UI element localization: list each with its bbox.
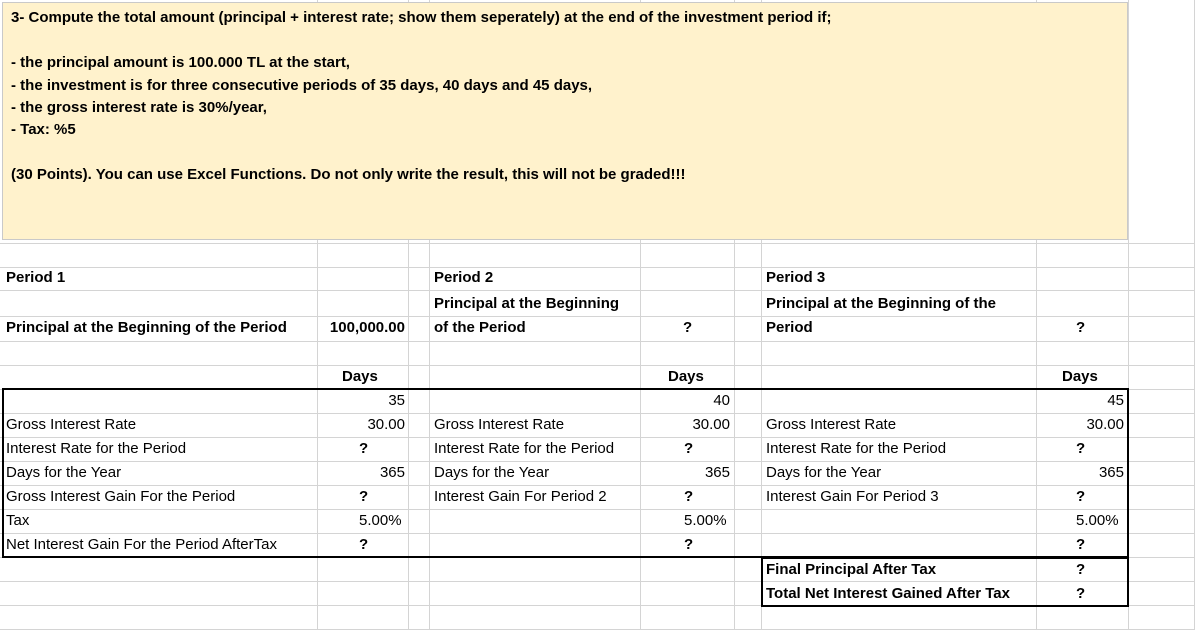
period1-title[interactable]: Period 1 [6,269,66,286]
period2-principal-label[interactable]: Principal at the Beginning [434,295,620,312]
row-label[interactable]: Gross Interest Rate [6,416,137,433]
row-label[interactable]: Interest Rate for the Period [766,440,947,457]
row-value[interactable]: 365 [704,464,730,481]
row-value[interactable]: 5.00% [359,512,402,529]
period3-principal-label[interactable]: Period [766,319,813,336]
row-label[interactable]: Days for the Year [434,464,550,481]
row-value[interactable]: ? [684,440,694,457]
period3-principal-label[interactable]: Principal at the Beginning of the [766,295,997,312]
period3-title[interactable]: Period 3 [766,269,826,286]
row-value[interactable]: ? [1076,536,1086,553]
row-label[interactable]: Net Interest Gain For the Period AfterTax [6,536,277,553]
row-value[interactable]: 5.00% [684,512,727,529]
row-value[interactable]: 30.00 [692,416,730,433]
task-bullet: - the principal amount is 100.000 TL at the start, [11,54,350,71]
period3-principal-value[interactable]: ? [1076,319,1086,336]
row-value[interactable]: 30.00 [367,416,405,433]
row-value[interactable]: ? [684,536,694,553]
row-value[interactable]: ? [359,440,369,457]
task-bullet: - the gross interest rate is 30%/year, [11,99,267,116]
row-label[interactable]: Tax [6,512,30,529]
period3-days-value[interactable]: 45 [1107,392,1124,409]
final-principal-label[interactable]: Final Principal After Tax [766,561,937,578]
task-note: (30 Points). You can use Excel Functions. Do not only write the result, this will not be graded!!! [11,166,686,183]
period3-days-header[interactable]: Days [1062,368,1098,385]
calculation-table [2,388,1129,558]
task-bullet: - the investment is for three consecutive periods of 35 days, 40 days and 45 days, [11,77,593,94]
row-label[interactable]: Interest Rate for the Period [434,440,615,457]
total-interest-value[interactable]: ? [1076,585,1086,602]
final-principal-value[interactable]: ? [1076,561,1086,578]
period2-principal-value[interactable]: ? [683,319,693,336]
period1-days-value[interactable]: 35 [388,392,405,409]
row-value[interactable]: 365 [1098,464,1124,481]
row-label[interactable]: Interest Rate for the Period [6,440,187,457]
period1-days-header[interactable]: Days [342,368,378,385]
row-value[interactable]: 365 [379,464,405,481]
row-value[interactable]: ? [684,488,694,505]
period2-title[interactable]: Period 2 [434,269,494,286]
period2-days-value[interactable]: 40 [713,392,730,409]
row-value[interactable]: ? [359,536,369,553]
row-label[interactable]: Days for the Year [766,464,882,481]
period1-principal-value[interactable]: 100,000.00 [329,319,405,336]
row-label[interactable]: Gross Interest Rate [766,416,897,433]
row-value[interactable]: ? [1076,440,1086,457]
row-value[interactable]: ? [1076,488,1086,505]
row-label[interactable]: Interest Gain For Period 3 [766,488,939,505]
row-value[interactable]: 5.00% [1076,512,1119,529]
period2-principal-label[interactable]: of the Period [434,319,526,336]
task-description-box [2,2,1128,240]
period2-days-header[interactable]: Days [668,368,704,385]
task-bullet: - Tax: %5 [11,121,76,138]
row-value[interactable]: ? [359,488,369,505]
row-label[interactable]: Interest Gain For Period 2 [434,488,607,505]
row-label[interactable]: Gross Interest Rate [434,416,565,433]
row-value[interactable]: 30.00 [1086,416,1124,433]
row-label[interactable]: Days for the Year [6,464,122,481]
row-label[interactable]: Gross Interest Gain For the Period [6,488,236,505]
period1-principal-label[interactable]: Principal at the Beginning of the Period [6,319,287,336]
total-interest-label[interactable]: Total Net Interest Gained After Tax [766,585,1010,602]
task-title: 3- Compute the total amount (principal + interest rate; show them seperately) at the end of the investment period if; [11,9,832,26]
